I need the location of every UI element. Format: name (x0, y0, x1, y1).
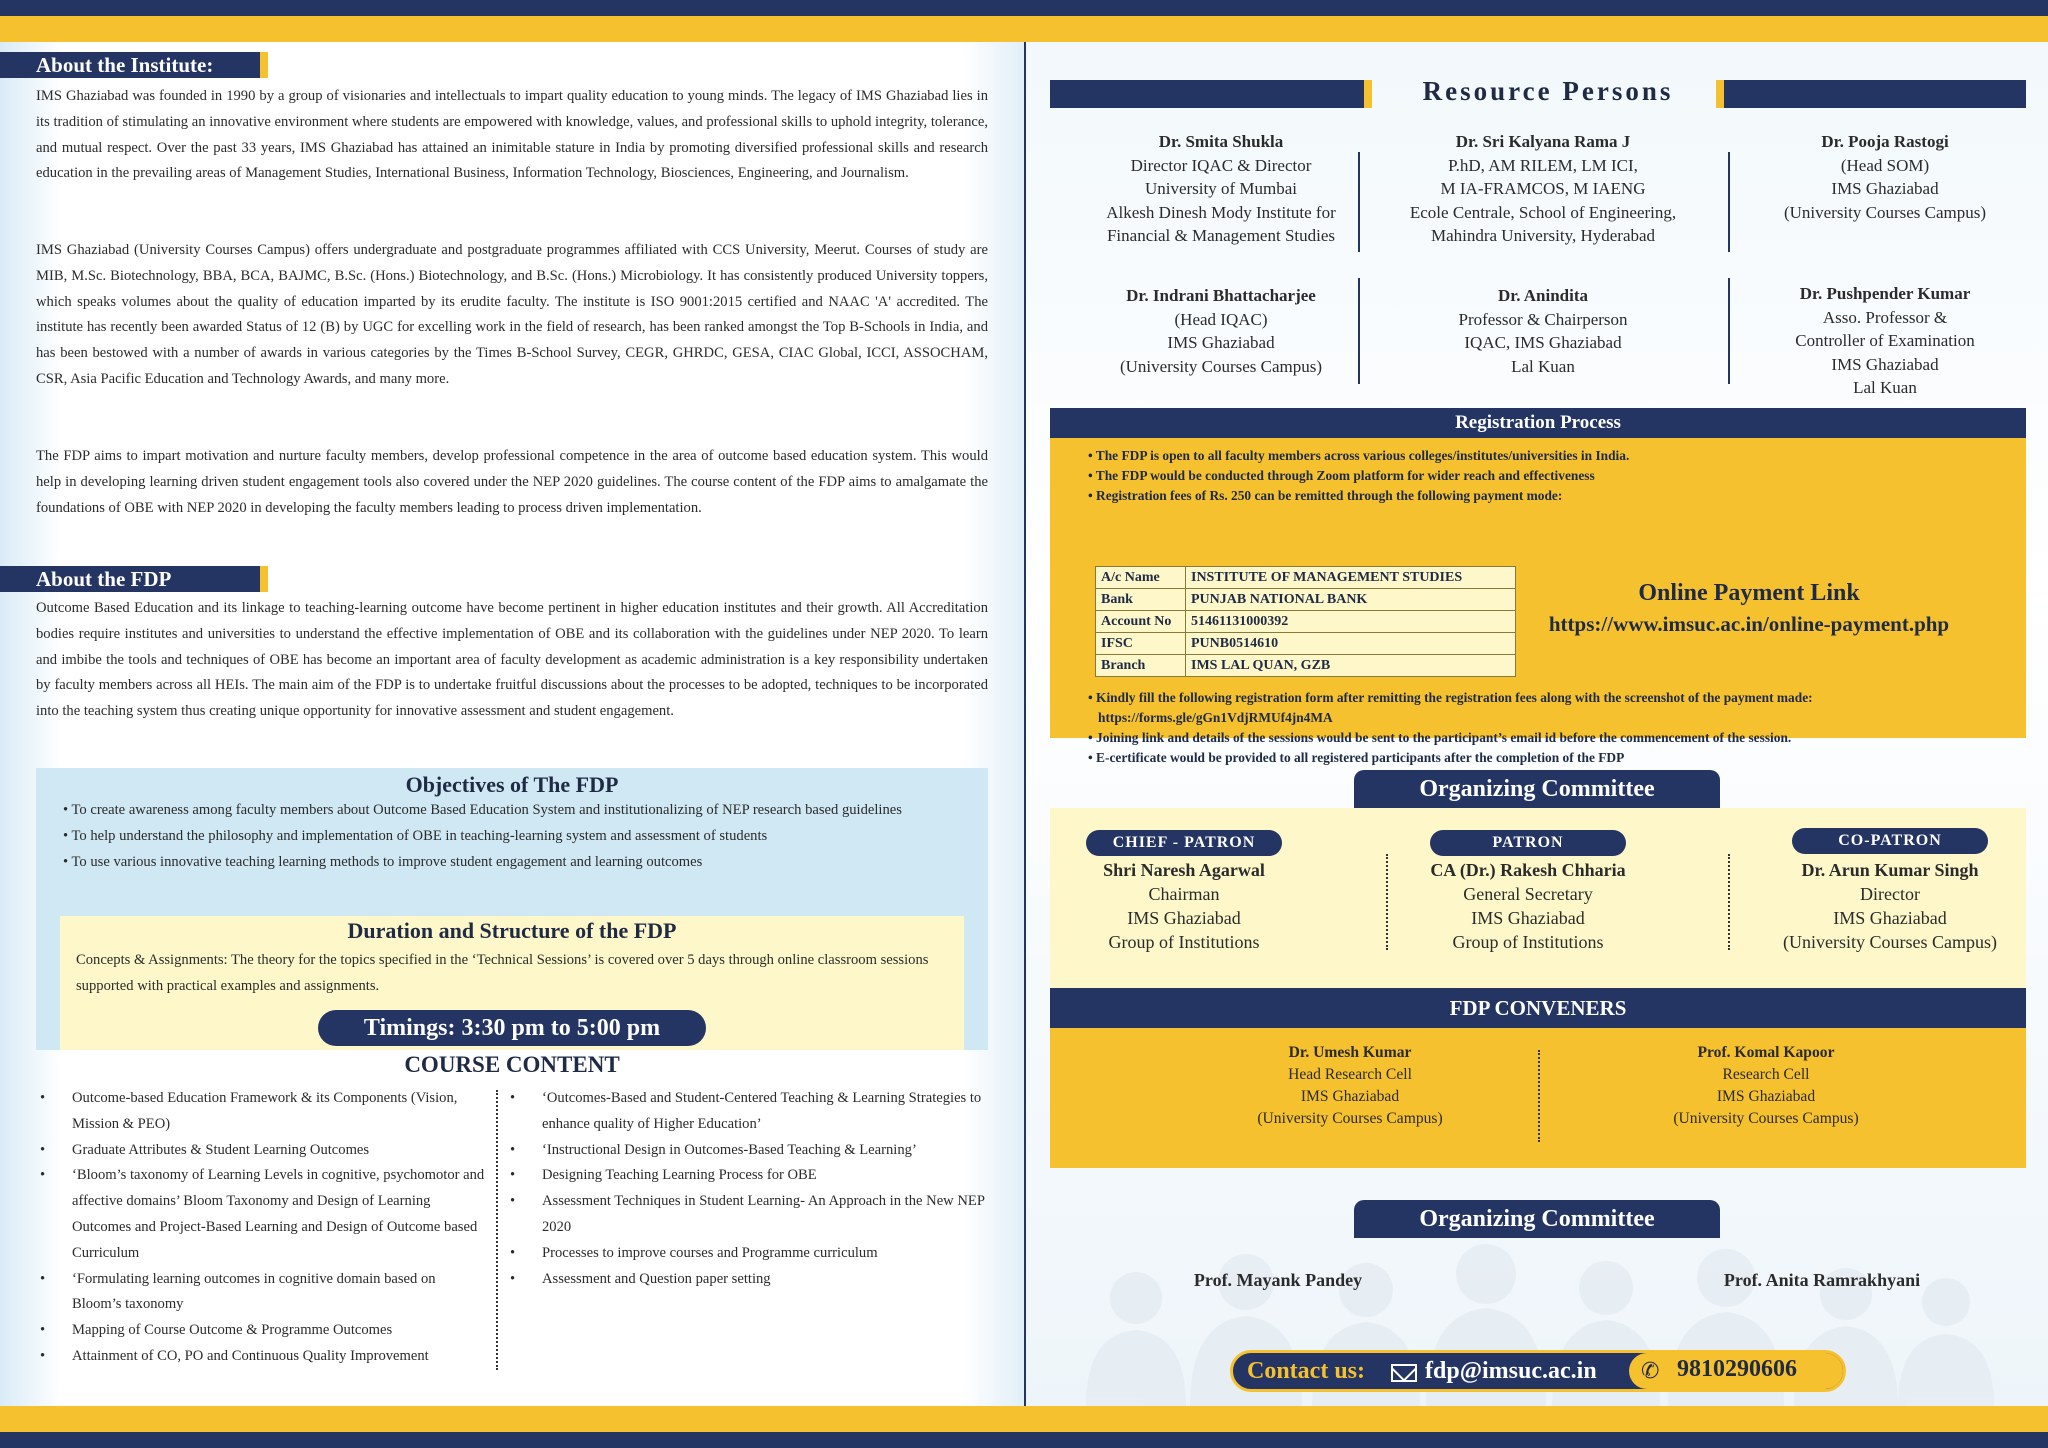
course-item: • Assessment and Question paper setting (506, 1267, 992, 1293)
convener-detail: (University Courses Campus) (1257, 1110, 1443, 1127)
course-item: • Processes to improve courses and Programme curriculum (506, 1241, 992, 1267)
registration-heading: Registration Process (1050, 408, 2026, 438)
registration-form-link[interactable]: https://forms.gle/gGn1VdjRMUf4jn4MA (1098, 710, 1333, 725)
course-item: • Designing Teaching Learning Process for OBE (506, 1163, 992, 1189)
course-item: • ‘Instructional Design in Outcomes-Based Teaching & Learning’ (506, 1138, 992, 1164)
about-fdp-heading: About the FDP (0, 566, 268, 592)
committee-member: Prof. Anita Ramrakhyani (1723, 1270, 1921, 1290)
bank-value: IMS LAL QUAN, GZB (1186, 655, 1516, 677)
online-payment-link[interactable]: https://www.imsuc.ac.in/online-payment.php (1548, 612, 1950, 636)
bottom-navy-band (0, 1432, 2048, 1448)
convener-detail: (University Courses Campus) (1673, 1110, 1859, 1127)
person-name: Dr. Smita Shukla (1158, 132, 1284, 151)
course-content-title: COURSE CONTENT (404, 1052, 620, 1077)
bank-value: PUNJAB NATIONAL BANK (1186, 589, 1516, 611)
course-item: • ‘Outcomes-Based and Student-Centered Teaching & Learning Strategies to enhance quality of Higher Education’ (506, 1086, 992, 1138)
bank-key: Branch (1096, 655, 1186, 677)
person-detail: Professor & Chairperson (1458, 309, 1628, 329)
phone-pill (1629, 1353, 1843, 1389)
registration-box (1050, 438, 2026, 765)
convener-name: Prof. Komal Kapoor (1697, 1044, 1835, 1061)
patron-name: CA (Dr.) Rakesh Chharia (1430, 860, 1626, 880)
convener-divider (1538, 1050, 1540, 1142)
course-item: • ‘Formulating learning outcomes in cognitive domain based on Bloom’s taxonomy (36, 1267, 486, 1319)
patron-detail: (University Courses Campus) (1783, 932, 1997, 952)
convener-detail: IMS Ghaziabad (1300, 1088, 1400, 1105)
course-column-divider (496, 1090, 498, 1370)
resource-persons-title: Resource Persons (1422, 76, 1674, 106)
contact-bar (1230, 1350, 1846, 1392)
course-content-left-list (36, 1086, 486, 1370)
registration-item (1088, 688, 2008, 728)
bank-details-table (1095, 566, 1516, 677)
contact-label: Contact us: (1247, 1358, 1365, 1384)
patron-card (1034, 858, 1334, 954)
person-detail: (Head IQAC) (1174, 309, 1268, 329)
bank-key: Account No (1096, 611, 1186, 633)
course-item: • Attainment of CO, PO and Continuous Quality Improvement (36, 1344, 486, 1370)
objective-item: • To create awareness among faculty members about Outcome Based Education System and institutionalizing of NEP research based guidelines (60, 798, 970, 824)
resource-person-card (1066, 284, 1376, 378)
person-detail: IMS Ghaziabad (1167, 333, 1275, 352)
person-name: Dr. Indrani Bhattacharjee (1126, 286, 1316, 305)
role-badge-co-patron: CO-PATRON (1792, 828, 1988, 854)
person-detail: Ecole Centrale, School of Engineering, (1409, 202, 1677, 222)
person-name: Dr. Pushpender Kumar (1799, 284, 1971, 303)
resource-person-card (1730, 282, 2040, 400)
patron-detail: IMS Ghaziabad (1833, 908, 1947, 928)
patron-detail: Group of Institutions (1108, 932, 1260, 952)
table-row (1096, 567, 1516, 589)
resource-person-card (1730, 130, 2040, 224)
about-fdp-paragraph: Outcome Based Education and its linkage to teaching-learning outcome have become pertinent in higher education institutes and their growth. All Accreditation bodies require institutes and universities to understand the effective implementation of OBE and its collaboration with the guidelines under NEP 2020. To learn and imbibe the tools and techniques of OBE has become an important area of faculty development as academic administration is a key responsibility undertaken by faculty members across all HEIs. The main aim of the FDP is to undertake fruitful discussions about the processes to be adopted, techniques to be incorporated into the teaching system thus creating unique opportunity for innovative assessment and student engagement. (36, 600, 988, 720)
person-detail: Controller of Examination (1795, 331, 1975, 350)
objectives-list (60, 798, 970, 875)
patron-card (1740, 858, 2040, 954)
resource-person-card (1388, 130, 1698, 248)
table-row (1096, 589, 1516, 611)
envelope-icon (1391, 1364, 1417, 1382)
objectives-title: Objectives of The FDP (405, 772, 619, 797)
person-detail: IMS Ghaziabad (1831, 179, 1939, 198)
online-payment-title: Online Payment Link (1638, 580, 1860, 606)
registration-item: • Registration fees of Rs. 250 can be remitted through the following payment mode: (1088, 486, 2008, 506)
objectives-box (36, 768, 988, 1050)
contact-phone-link[interactable]: 9810290606 (1677, 1356, 1797, 1382)
header-bar-right (1716, 80, 2026, 108)
organizing-committee-heading: Organizing Committee (1354, 770, 1720, 808)
right-panel (1024, 42, 2048, 1406)
person-divider (1358, 278, 1360, 384)
registration-item: • E-certificate would be provided to all registered participants after the completion of the FDP (1088, 748, 2008, 768)
objective-item: • To help understand the philosophy and implementation of OBE in teaching-learning system and assessment of students (60, 824, 970, 850)
registration-item: • The FDP would be conducted through Zoom platform for wider reach and effectiveness (1088, 466, 2008, 486)
about-institute-paragraph-2: IMS Ghaziabad (University Courses Campus) offers undergraduate and postgraduate programmes affiliated with CCS University, Meerut. Courses of study are MIB, M.Sc. Biotechnology, BBA, BCA, BAJMC, B.Sc. (Hons.) Biotechnology, and B.Sc. (Hons.) Microbiology. It has consistently produced University toppers, which speaks volumes about the quality of education imparted by its erudite faculty. The institute is ISO 9001:2015 certified and NAAC 'A' accredited. The institute has recently been awarded Status of 12 (B) by UGC for excelling work in the field of research, has been ranked amongst the Top B-Schools in India, and has been bestowed with a number of awards in various categories by the Times B-School Survey, CEGR, GHRDC, GESA, CIAC Global, ICCI, ASSOCHAM, CSR, Asia Pacific Education and Technology Awards, and many more. (36, 242, 988, 387)
left-panel (0, 42, 1024, 1406)
course-item: • Graduate Attributes & Student Learning Outcomes (36, 1138, 486, 1164)
person-detail: Director IQAC & Director (1130, 155, 1312, 175)
registration-list-bottom (1088, 688, 2008, 768)
registration-list-top (1088, 446, 2008, 506)
course-item: • Assessment Techniques in Student Learning- An Approach in the New NEP 2020 (506, 1189, 992, 1241)
duration-text: Concepts & Assignments: The theory for the topics specified in the ‘Technical Sessions’ is covered over 5 days through online classroom sessions supported with practical examples and assignments. (76, 952, 929, 994)
top-gold-band (0, 16, 2048, 42)
role-badge-patron: PATRON (1430, 830, 1626, 856)
bank-value: PUNB0514610 (1186, 633, 1516, 655)
convener-detail: Head Research Cell (1288, 1066, 1412, 1083)
person-detail: (University Courses Campus) (1119, 356, 1323, 376)
objective-item: • To use various innovative teaching learning methods to improve student engagement and learning outcomes (60, 850, 970, 876)
organizing-committee-2-heading: Organizing Committee (1354, 1200, 1720, 1238)
person-name: Dr. Sri Kalyana Rama J (1455, 132, 1631, 151)
phone-icon: ✆ (1641, 1359, 1660, 1384)
duration-title: Duration and Structure of the FDP (347, 918, 677, 943)
about-institute-paragraph-3: The FDP aims to impart motivation and nurture faculty members, develop professional competence in the area of outcome based education system. This would help in developing learning driven student engagement tools also covered under the NEP 2020 guidelines. The course content of the FDP aims to amalgamate the foundations of OBE with NEP 2020 in developing the faculty members leading to process driven implementation. (36, 448, 988, 516)
convener-detail: IMS Ghaziabad (1716, 1088, 1816, 1105)
table-row (1096, 633, 1516, 655)
course-item: • Outcome-based Education Framework & its Components (Vision, Mission & PEO) (36, 1086, 486, 1138)
patron-name: Dr. Arun Kumar Singh (1801, 860, 1979, 880)
fdp-conveners-box (1050, 1028, 2026, 1168)
convener-name: Dr. Umesh Kumar (1288, 1044, 1412, 1061)
table-row (1096, 655, 1516, 677)
patron-name: Shri Naresh Agarwal (1103, 860, 1265, 880)
person-name: Dr. Pooja Rastogi (1821, 132, 1949, 151)
contact-email-link[interactable]: fdp@imsuc.ac.in (1425, 1358, 1597, 1384)
convener-card (1616, 1042, 1916, 1130)
person-detail: Asso. Professor & (1822, 307, 1948, 327)
bank-key: A/c Name (1096, 567, 1186, 589)
fdp-conveners-heading: FDP CONVENERS (1050, 988, 2026, 1028)
timings-badge: Timings: 3:30 pm to 5:00 pm (318, 1010, 706, 1046)
patron-detail: Chairman (1148, 884, 1220, 904)
person-detail: IMS Ghaziabad (1831, 354, 1939, 374)
convener-detail: Research Cell (1722, 1066, 1810, 1083)
bank-value: 51461131000392 (1186, 611, 1516, 633)
person-detail: Alkesh Dinesh Mody Institute for (1106, 202, 1336, 222)
patron-detail: IMS Ghaziabad (1471, 908, 1585, 928)
course-item: • ‘Bloom’s taxonomy of Learning Levels in cognitive, psychomotor and affective domains’ Bloom Taxonomy and Design of Learning Outcomes and Project-Based Learning and Design of Outcome based Curriculum (36, 1163, 486, 1266)
course-content-right-list (506, 1086, 992, 1292)
registration-item: • The FDP is open to all faculty members across various colleges/institutes/universities in India. (1088, 446, 2008, 466)
bank-key: IFSC (1096, 633, 1186, 655)
patron-detail: Director (1860, 884, 1920, 904)
person-detail: University of Mumbai (1144, 179, 1298, 198)
committee-member: Prof. Mayank Pandey (1193, 1270, 1363, 1290)
person-detail: IQAC, IMS Ghaziabad (1464, 333, 1622, 352)
person-divider (1358, 152, 1360, 252)
person-detail: M IA-FRAMCOS, M IAENG (1440, 179, 1646, 198)
form-note: Kindly fill the following registration form after remitting the registration fees along with the screenshot of the payment made: (1096, 690, 1813, 705)
role-badge-chief-patron: CHIEF - PATRON (1086, 830, 1282, 856)
patron-card (1378, 858, 1678, 954)
person-detail: (Head SOM) (1840, 155, 1930, 175)
header-bar-left (1050, 80, 1372, 108)
person-detail: Lal Kuan (1853, 378, 1917, 397)
person-detail: Mahindra University, Hyderabad (1430, 226, 1656, 245)
resource-person-card (1388, 284, 1698, 378)
convener-card (1200, 1042, 1500, 1130)
resource-person-card (1066, 130, 1376, 248)
patron-detail: Group of Institutions (1452, 932, 1604, 952)
bank-key: Bank (1096, 589, 1186, 611)
patron-divider (1728, 854, 1730, 950)
about-institute-heading: About the Institute: (0, 52, 268, 78)
person-name: Dr. Anindita (1497, 286, 1589, 305)
top-navy-band (0, 0, 2048, 16)
patron-detail: General Secretary (1463, 884, 1593, 904)
resource-persons-header (1050, 76, 2026, 108)
about-institute-paragraph-1: IMS Ghaziabad was founded in 1990 by a group of visionaries and intellectuals to impart quality education to young minds. The legacy of IMS Ghaziabad lies in its tradition of stimulating an innovative environment where students are empowered with knowledge, values, and professional skills to uphold integrity, tolerance, and mutual respect. Over the past 33 years, IMS Ghaziabad has attained an inimitable stature in India by promoting diversified professional skills and research education in the prevailing areas of Management Studies, International Business, Information Technology, Biosciences, Engineering, and Journalism. (36, 88, 988, 182)
bank-value: INSTITUTE OF MANAGEMENT STUDIES (1186, 567, 1516, 589)
person-detail: P.hD, AM RILEM, LM ICI, (1448, 155, 1638, 175)
table-row (1096, 611, 1516, 633)
bottom-gold-band (0, 1406, 2048, 1432)
organizing-committee-box (1050, 808, 2026, 988)
registration-item: • Joining link and details of the sessions would be sent to the participant’s email id before the commencement of the session. (1088, 728, 2008, 748)
person-detail: Financial & Management Studies (1106, 226, 1336, 245)
course-item: • Mapping of Course Outcome & Programme Outcomes (36, 1318, 486, 1344)
patron-detail: IMS Ghaziabad (1127, 908, 1241, 928)
person-detail: (University Courses Campus) (1783, 202, 1987, 222)
person-detail: Lal Kuan (1511, 356, 1575, 376)
